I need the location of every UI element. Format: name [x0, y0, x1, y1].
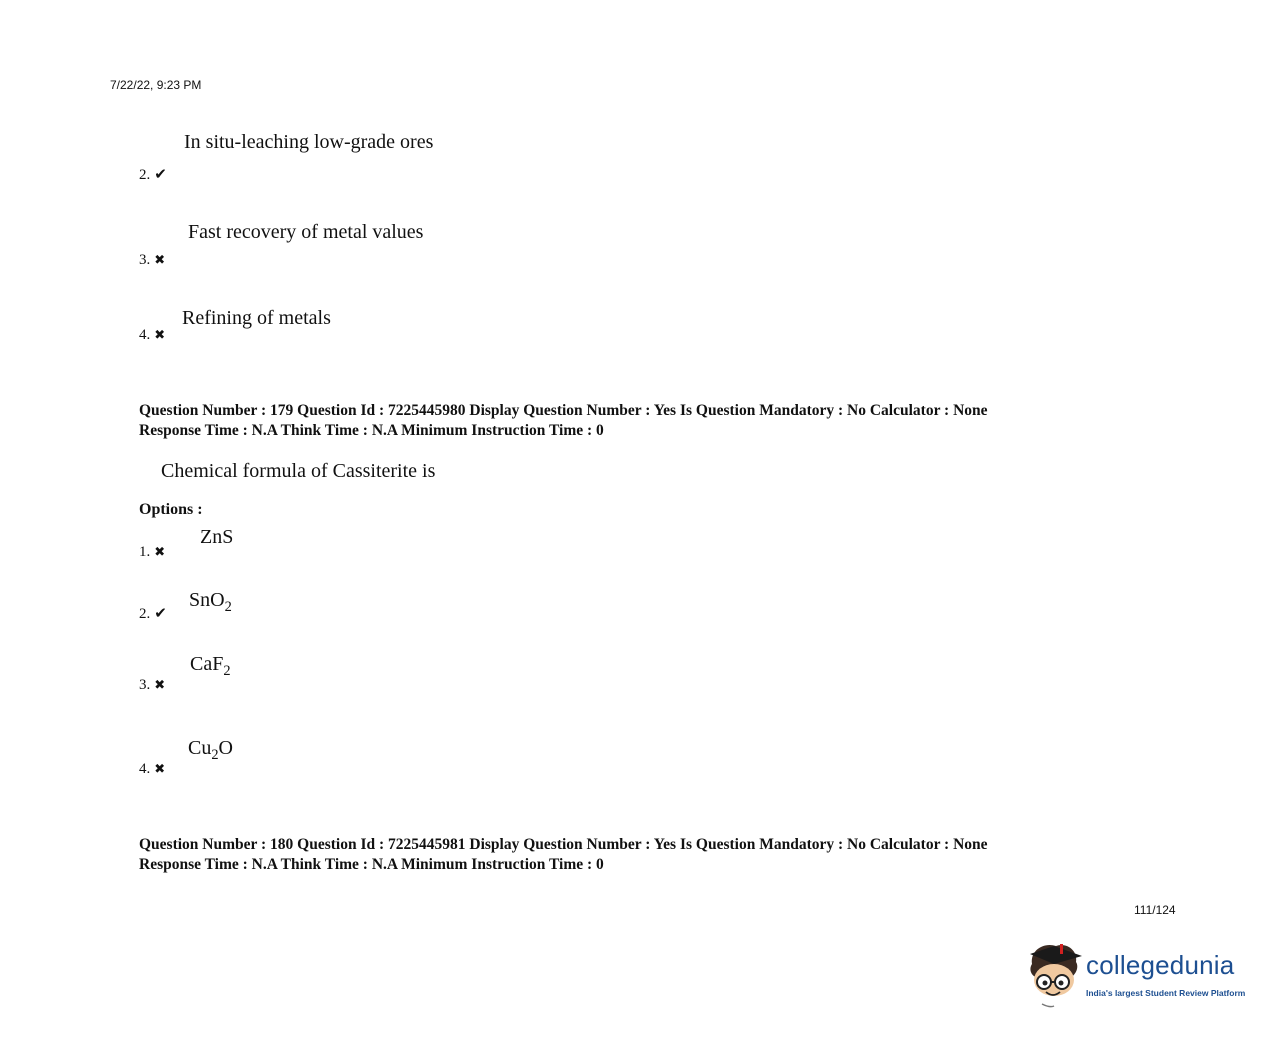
question-180-meta-line1: Question Number : 180 Question Id : 7225445981 Display Question Number : Yes Is Question Mandatory : No Calculator : None: [139, 836, 988, 853]
option-3-formula-subscript: 2: [223, 663, 231, 679]
option-3-number: 3.: [139, 677, 151, 693]
check-icon: ✔: [154, 165, 167, 183]
collegedunia-logo: [1024, 938, 1254, 1010]
prev-option-4-text: Refining of metals: [182, 307, 331, 329]
cross-icon: ✖: [154, 328, 166, 343]
question-179-text: Chemical formula of Cassiterite is: [161, 460, 436, 482]
question-179-meta-line1: Question Number : 179 Question Id : 7225445980 Display Question Number : Yes Is Question Mandatory : No Calculator : None: [139, 402, 988, 419]
cross-icon: ✖: [154, 678, 166, 693]
option-2-label: [139, 604, 167, 623]
option-2-text: [189, 589, 232, 615]
question-179-meta-line2: Response Time : N.A Think Time : N.A Minimum Instruction Time : 0: [139, 422, 604, 439]
option-3-label: [139, 677, 165, 694]
cross-icon: ✖: [154, 545, 166, 560]
question-179-meta: [139, 401, 988, 441]
prev-option-3-number: 3.: [139, 252, 151, 268]
cross-icon: ✖: [154, 762, 166, 777]
question-180-meta: [139, 835, 988, 875]
option-3-text: [190, 653, 231, 679]
option-2-formula-subscript: 2: [224, 599, 232, 615]
option-4-number: 4.: [139, 761, 151, 777]
prev-option-4-label: [139, 327, 165, 344]
prev-option-4-number: 4.: [139, 327, 151, 343]
cross-icon: ✖: [154, 253, 166, 268]
option-4-formula-base: Cu: [188, 737, 212, 759]
options-label: Options :: [139, 501, 203, 518]
mascot-icon: [1024, 938, 1086, 1010]
option-4-text: [188, 737, 233, 763]
prev-option-2-text: In situ-leaching low-grade ores: [184, 131, 434, 153]
option-2-number: 2.: [139, 606, 151, 622]
question-180-meta-line2: Response Time : N.A Think Time : N.A Minimum Instruction Time : 0: [139, 856, 604, 873]
option-1-number: 1.: [139, 544, 151, 560]
prev-option-3-text: Fast recovery of metal values: [188, 221, 424, 243]
option-1-formula: ZnS: [200, 526, 234, 548]
prev-option-2-label: [139, 165, 167, 184]
prev-option-2-number: 2.: [139, 167, 151, 183]
option-1-label: [139, 544, 165, 561]
print-timestamp: 7/22/22, 9:23 PM: [110, 78, 202, 92]
option-4-label: [139, 761, 165, 778]
option-3-formula-base: CaF: [190, 653, 224, 675]
option-4-formula-tail: O: [218, 737, 233, 759]
logo-wordmark: collegedunia: [1086, 950, 1235, 980]
option-1-text: [200, 526, 233, 549]
logo-tagline: India's largest Student Review Platform: [1086, 988, 1246, 998]
check-icon: ✔: [154, 604, 167, 622]
option-4-formula-subscript: 2: [211, 747, 219, 763]
option-2-formula-base: SnO: [189, 589, 225, 611]
prev-option-3-label: [139, 252, 165, 269]
page-number: 111/124: [1134, 903, 1176, 917]
